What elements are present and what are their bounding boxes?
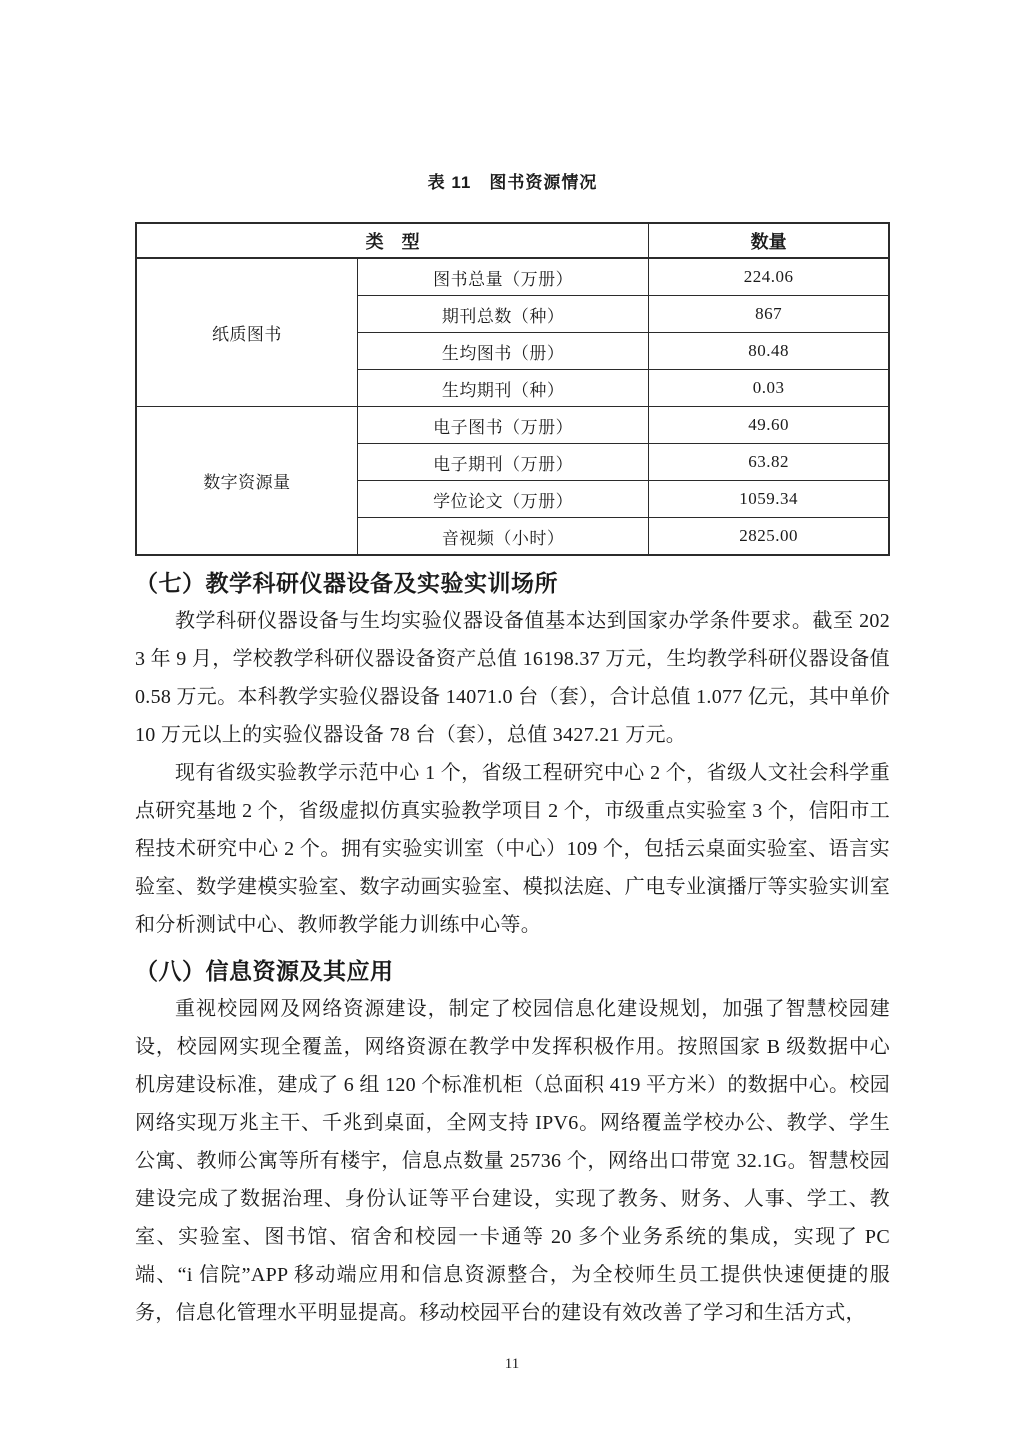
table-title: 表 11 图书资源情况 xyxy=(427,173,598,192)
section-heading-8: （八）信息资源及其应用 xyxy=(135,958,394,984)
value-cell: 2825.00 xyxy=(649,518,889,556)
value-cell: 867 xyxy=(649,296,889,333)
item-cell: 生均图书（册） xyxy=(357,333,648,370)
table-header-row xyxy=(136,223,889,258)
table-row xyxy=(136,407,889,444)
item-cell: 电子图书（万册） xyxy=(357,407,648,444)
group-cell: 纸质图书 xyxy=(136,258,357,407)
item-cell: 音视频（小时） xyxy=(357,518,648,556)
item-cell: 期刊总数（种） xyxy=(357,296,648,333)
item-cell: 学位论文（万册） xyxy=(357,481,648,518)
paragraph: 重视校园网及网络资源建设，制定了校园信息化建设规划，加强了智慧校园建设，校园网实现全覆盖，网络资源在教学中发挥积极作用。按照国家 B 级数据中心机房建设标准，建成了 6 组 120 个标准机柜（总面积 419 平方米）的数据中心。校园网络实现万兆主干、千兆到桌面，全网支持 IPV6。网络覆盖学校办公、教学、学生公寓、教师公寓等所有楼宇，信息点数量 25736 个，网络出口带宽 32.1G。智慧校园建设完成了数据治理、身份认证等平台建设，实现了教务、财务、人事、学工、教室、实验室、图书馆、宿舍和校园一卡通等 20 多个业务系统的集成，实现了 PC 端、“i 信院”APP 移动端应用和信息资源整合，为全校师生员工提供快速便捷的服务，信息化管理水平明显提高。移动校园平台的建设有效改善了学习和生活方式， xyxy=(135,998,890,1324)
value-cell: 80.48 xyxy=(649,333,889,370)
item-cell: 生均期刊（种） xyxy=(357,370,648,407)
value-cell: 224.06 xyxy=(649,258,889,296)
column-header-quantity: 数量 xyxy=(649,223,889,258)
value-cell: 1059.34 xyxy=(649,481,889,518)
column-header-type: 类 型 xyxy=(136,223,649,258)
item-cell: 电子期刊（万册） xyxy=(357,444,648,481)
paragraph: 教学科研仪器设备与生均实验仪器设备值基本达到国家办学条件要求。截至 2023 年 9 月，学校教学科研仪器设备资产总值 16198.37 万元，生均教学科研仪器设备值 0.58 万元。本科教学实验仪器设备 14071.0 台（套），合计总值 1.077 亿元，其中单价 10 万元以上的实验仪器设备 78 台（套），总值 3427.21 万元。 xyxy=(135,610,890,746)
group-cell: 数字资源量 xyxy=(136,407,357,556)
page-number: 11 xyxy=(504,1356,520,1372)
item-cell: 图书总量（万册） xyxy=(357,258,648,296)
value-cell: 49.60 xyxy=(649,407,889,444)
value-cell: 63.82 xyxy=(649,444,889,481)
book-resources-table xyxy=(135,222,890,556)
table-row xyxy=(136,258,889,296)
paragraph: 现有省级实验教学示范中心 1 个，省级工程研究中心 2 个，省级人文社会科学重点研究基地 2 个，省级虚拟仿真实验教学项目 2 个，市级重点实验室 3 个，信阳市工程技术研究中心 2 个。拥有实验实训室（中心）109 个，包括云桌面实验室、语言实验室、数学建模实验室、数字动画实验室、模拟法庭、广电专业演播厅等实验实训室和分析测试中心、教师教学能力训练中心等。 xyxy=(135,762,890,936)
section-heading-7: （七）教学科研仪器设备及实验实训场所 xyxy=(135,570,558,596)
value-cell: 0.03 xyxy=(649,370,889,407)
